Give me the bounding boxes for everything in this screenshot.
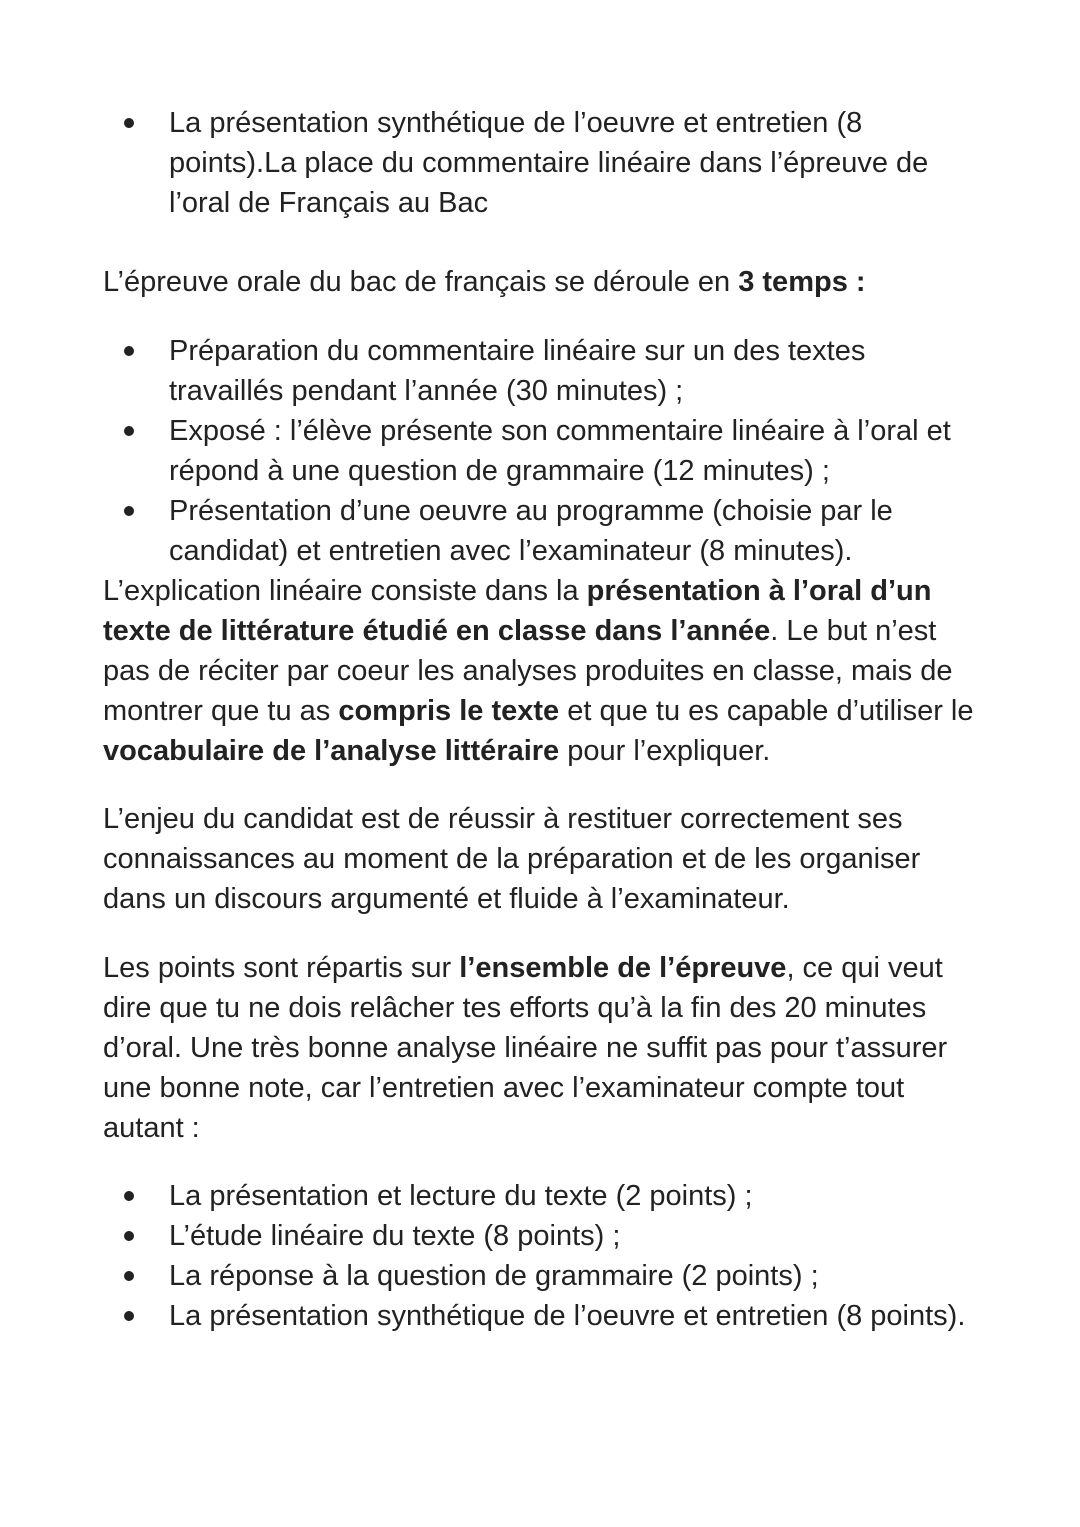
enjeu-text: L’enjeu du candidat est de réussir à restituer correctement ses connaissances au moment de la préparation et de les organiser dans un discours argumenté et fluide à l’examinateur. xyxy=(103,803,921,915)
list-item-text: La présentation et lecture du texte (2 points) ; xyxy=(169,1180,753,1212)
explication-text-3: et que tu es capable d’utiliser le xyxy=(559,695,974,727)
explication-text-2: . Le but n’est pas de réciter par coeur les analyses produites en classe, mais de montrer que tu as xyxy=(103,615,953,727)
list-item-text: La présentation synthétique de l’oeuvre et entretien (8 points). xyxy=(169,1300,966,1332)
explication-bold-2: compris le texte xyxy=(338,695,560,727)
explication-text-4: pour l’expliquer. xyxy=(559,735,771,767)
intro-bold: 3 temps : xyxy=(738,266,866,298)
list-item xyxy=(103,411,983,491)
bullet-icon xyxy=(124,1311,134,1321)
list-item xyxy=(103,1296,983,1336)
explication-bold-1: présentation à l’oral d’un texte de littérature étudié en classe dans l’année xyxy=(103,575,932,647)
intro-text: L’épreuve orale du bac de français se déroule en xyxy=(103,266,739,298)
points-text-2: , ce qui veut dire que tu ne dois relâcher tes efforts qu’à la fin des 20 minutes d’oral. Une très bonne analyse linéaire ne suffit pas pour t’assurer une bonne note, car l’entretien avec l’examinateur compte tout autant : xyxy=(103,952,948,1144)
steps-bullet-list xyxy=(103,331,983,571)
list-item-text: Exposé : l’élève présente son commentaire linéaire à l’oral et répond à une question de grammaire (12 minutes) ; xyxy=(169,415,951,487)
list-item xyxy=(103,103,983,223)
bullet-icon xyxy=(124,506,134,516)
enjeu-paragraph xyxy=(103,799,983,919)
intro-paragraph xyxy=(103,262,983,302)
explication-bold-3: vocabulaire de l’analyse littéraire xyxy=(103,735,560,767)
explication-text-1: L’explication linéaire consiste dans la xyxy=(103,575,587,607)
bullet-icon xyxy=(124,1271,134,1281)
top-bullet-list xyxy=(103,103,983,223)
points-paragraph xyxy=(103,948,983,1148)
bullet-icon xyxy=(124,426,134,436)
points-text-1: Les points sont répartis sur xyxy=(103,952,460,984)
explication-paragraph xyxy=(103,571,983,771)
list-item xyxy=(103,1256,983,1296)
list-item xyxy=(103,331,983,411)
list-item xyxy=(103,1216,983,1256)
list-item xyxy=(103,491,983,571)
bullet-icon xyxy=(124,118,134,128)
bullet-icon xyxy=(124,1191,134,1201)
list-item-text: La réponse à la question de grammaire (2 points) ; xyxy=(169,1260,819,1292)
list-item-text: L’étude linéaire du texte (8 points) ; xyxy=(169,1220,621,1252)
bullet-icon xyxy=(124,1231,134,1241)
list-item-text: Préparation du commentaire linéaire sur un des textes travaillés pendant l’année (30 minutes) ; xyxy=(169,335,866,407)
list-item-text: Présentation d’une oeuvre au programme (choisie par le candidat) et entretien avec l’examinateur (8 minutes). xyxy=(169,495,893,567)
points-bold-1: l’ensemble de l’épreuve xyxy=(459,952,787,984)
bullet-icon xyxy=(124,346,134,356)
grading-bullet-list xyxy=(103,1176,983,1336)
list-item xyxy=(103,1176,983,1216)
list-item-text: La présentation synthétique de l’oeuvre et entretien (8 points).La place du commentaire linéaire dans l’épreuve de l’oral de Français au Bac xyxy=(169,107,929,219)
